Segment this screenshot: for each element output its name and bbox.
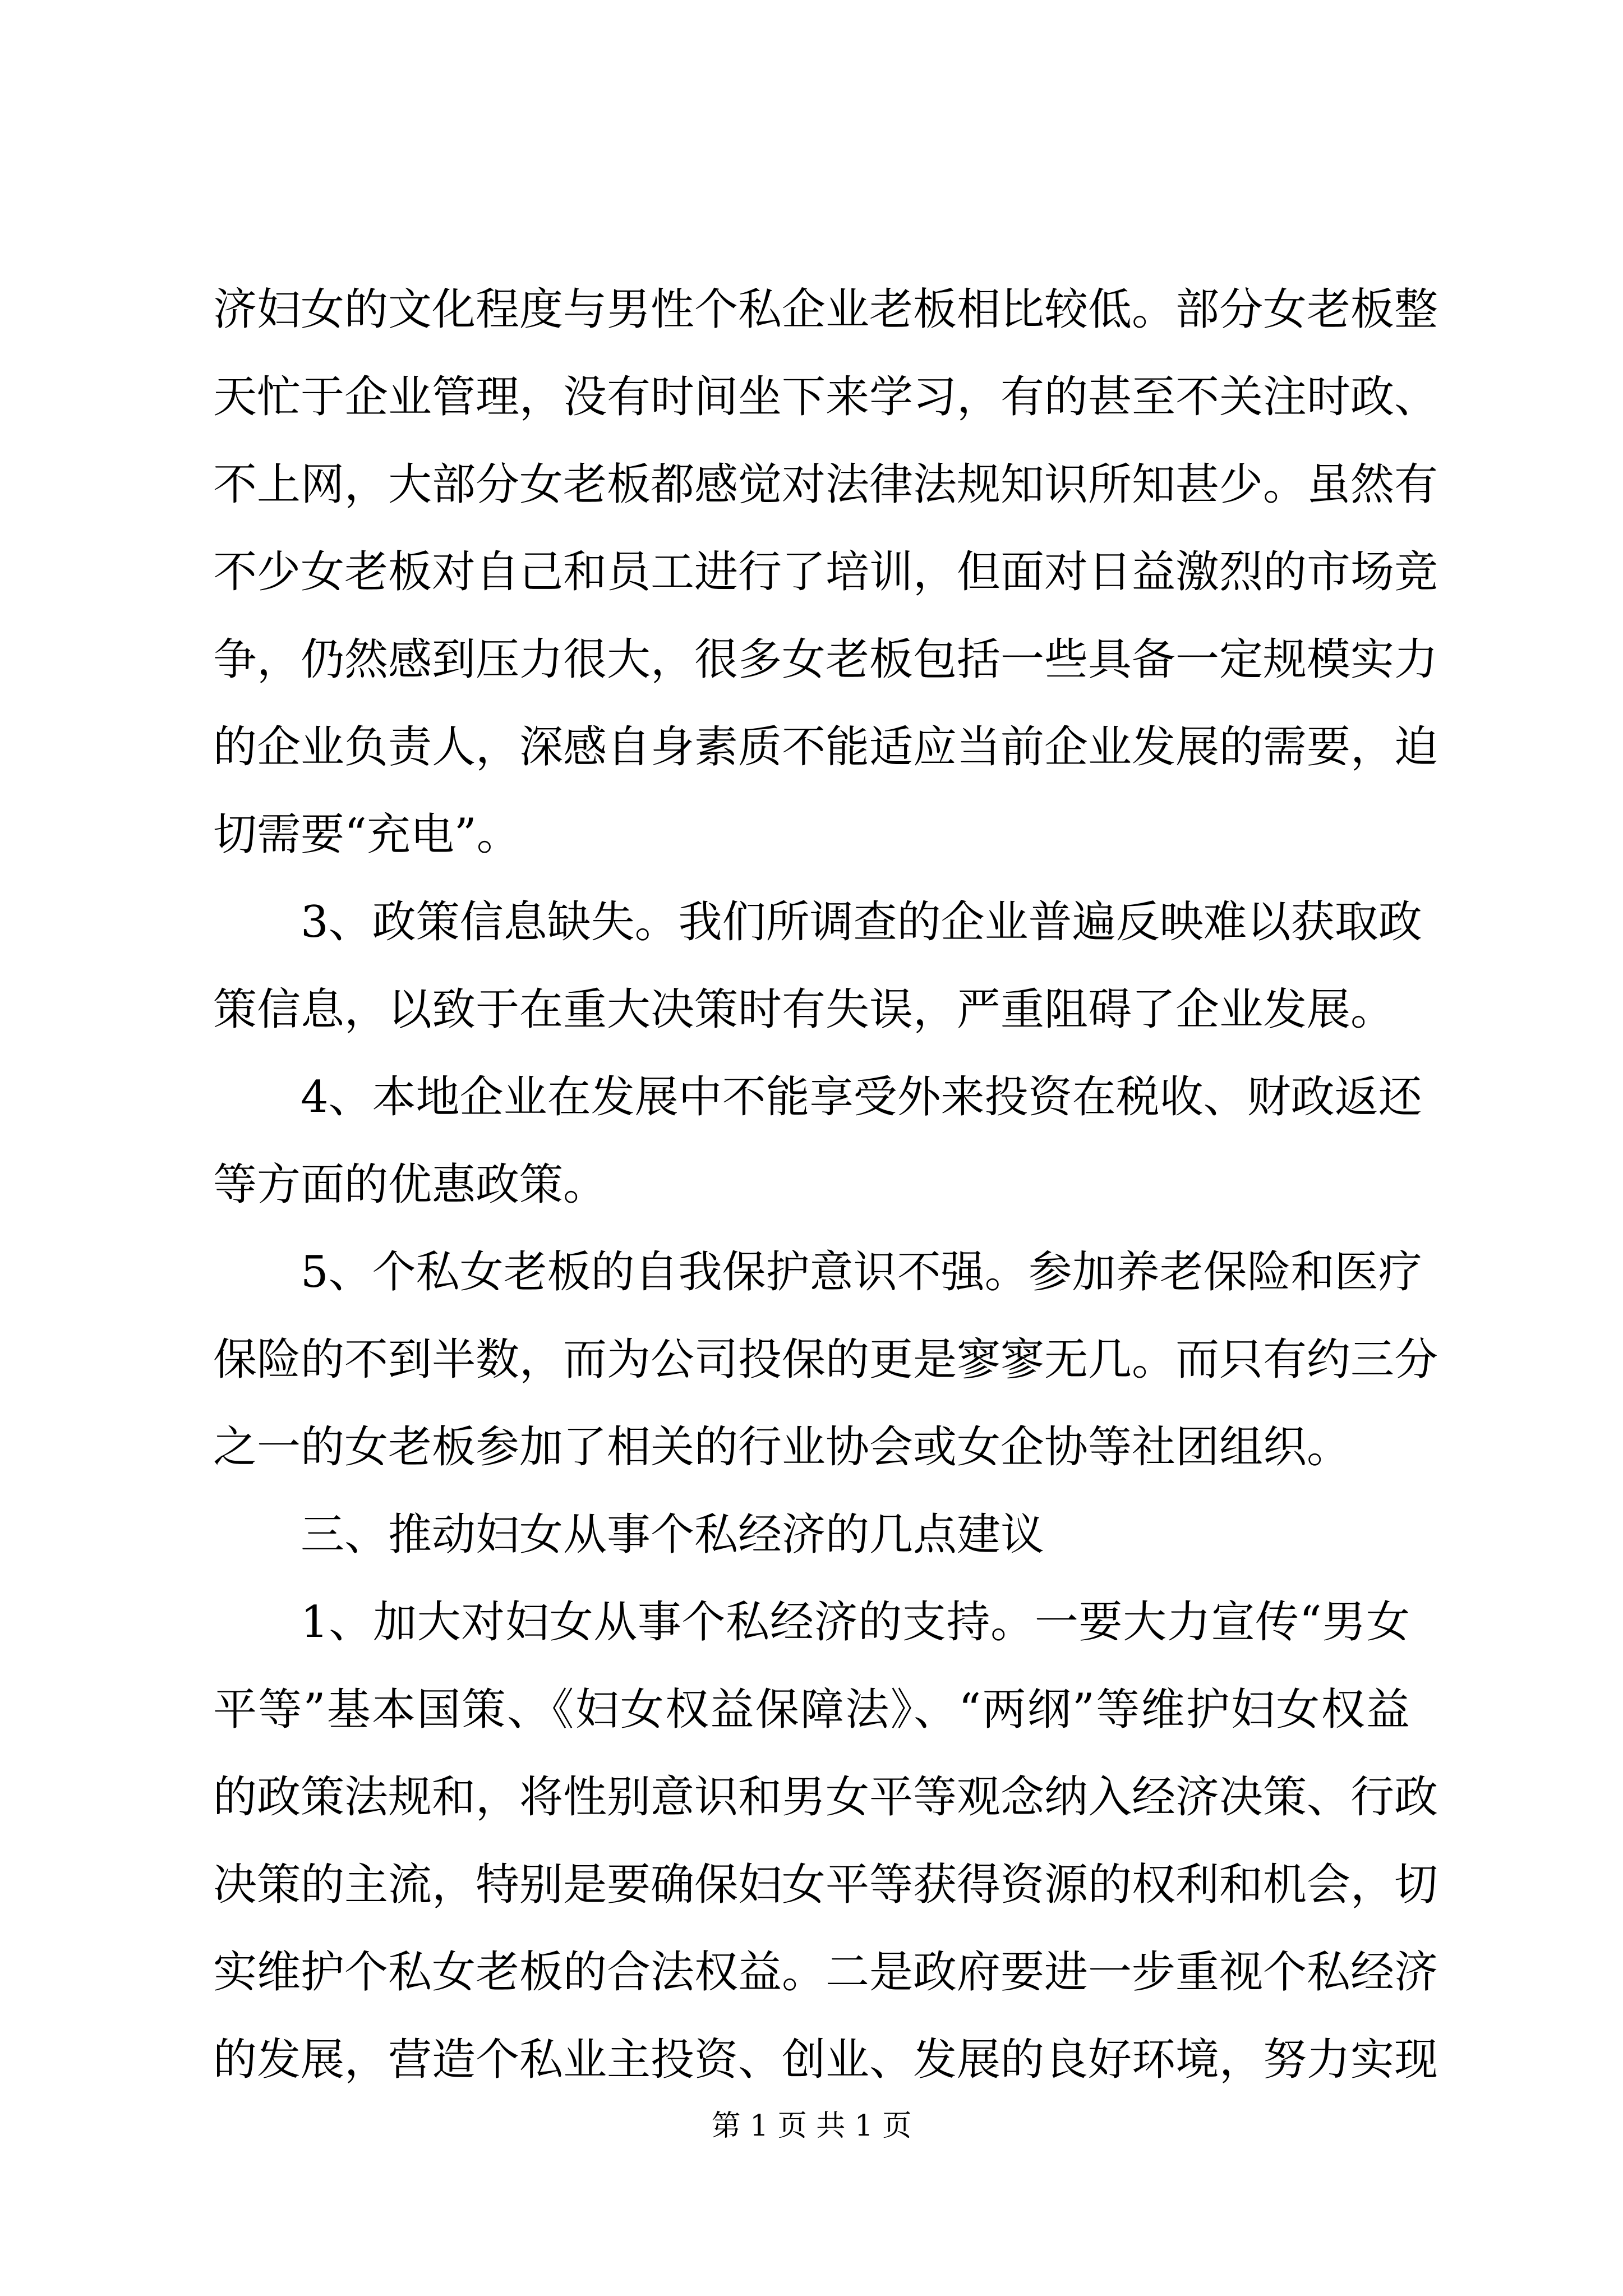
text-line: 天忙于企业管理，没有时间坐下来学习，有的甚至不关注时政、 <box>213 372 1438 422</box>
text-line: 的企业负责人，深感自身素质不能适应当前企业发展的需要，迫 <box>213 722 1438 772</box>
text-line: 实维护个私女老板的合法权益。二是政府要进一步重视个私经济 <box>213 1947 1438 1998</box>
paragraph-start-line: 4、本地企业在发展中不能享受外来投资在税收、财政返还 <box>301 1072 1422 1122</box>
text-line: 平等”基本国策、《妇女权益保障法》、“两纲”等维护妇女权益 <box>213 1685 1410 1735</box>
text-line: 济妇女的文化程度与男性个私企业老板相比较低。部分女老板整 <box>213 284 1438 335</box>
text-line: 的发展，营造个私业主投资、创业、发展的良好环境，努力实现 <box>213 2035 1438 2085</box>
document-body <box>213 266 1438 2104</box>
paragraph-start-line: 5、个私女老板的自我保护意识不强。参加养老保险和医疗 <box>301 1247 1422 1297</box>
text-line: 决策的主流，特别是要确保妇女平等获得资源的权利和机会，切 <box>213 1860 1438 1910</box>
text-line: 不上网，大部分女老板都感觉对法律法规知识所知甚少。虽然有 <box>213 459 1438 510</box>
text-line: 不少女老板对自己和员工进行了培训，但面对日益激烈的市场竞 <box>213 547 1438 597</box>
text-line: 争，仍然感到压力很大，很多女老板包括一些具备一定规模实力 <box>213 634 1438 685</box>
text-line: 之一的女老板参加了相关的行业协会或女企协等社团组织。 <box>213 1422 1351 1473</box>
paragraph-start-line: 3、政策信息缺失。我们所调查的企业普遍反映难以获取政 <box>301 897 1422 947</box>
text-line: 保险的不到半数，而为公司投保的更是寥寥无几。而只有约三分 <box>213 1335 1438 1385</box>
section-heading: 三、推动妇女从事个私经济的几点建议 <box>301 1510 1045 1560</box>
page-number-footer: 第 1 页 共 1 页 <box>711 2109 912 2143</box>
text-line: 的政策法规和，将性别意识和男女平等观念纳入经济决策、行政 <box>213 1772 1438 1823</box>
text-line: 策信息，以致于在重大决策时有失误，严重阻碍了企业发展。 <box>213 984 1395 1035</box>
text-line: 切需要“充电”。 <box>213 809 520 860</box>
text-line: 等方面的优惠政策。 <box>213 1159 607 1210</box>
paragraph-start-line: 1、加大对妇女从事个私经济的支持。一要大力宣传“男女 <box>301 1597 1410 1648</box>
